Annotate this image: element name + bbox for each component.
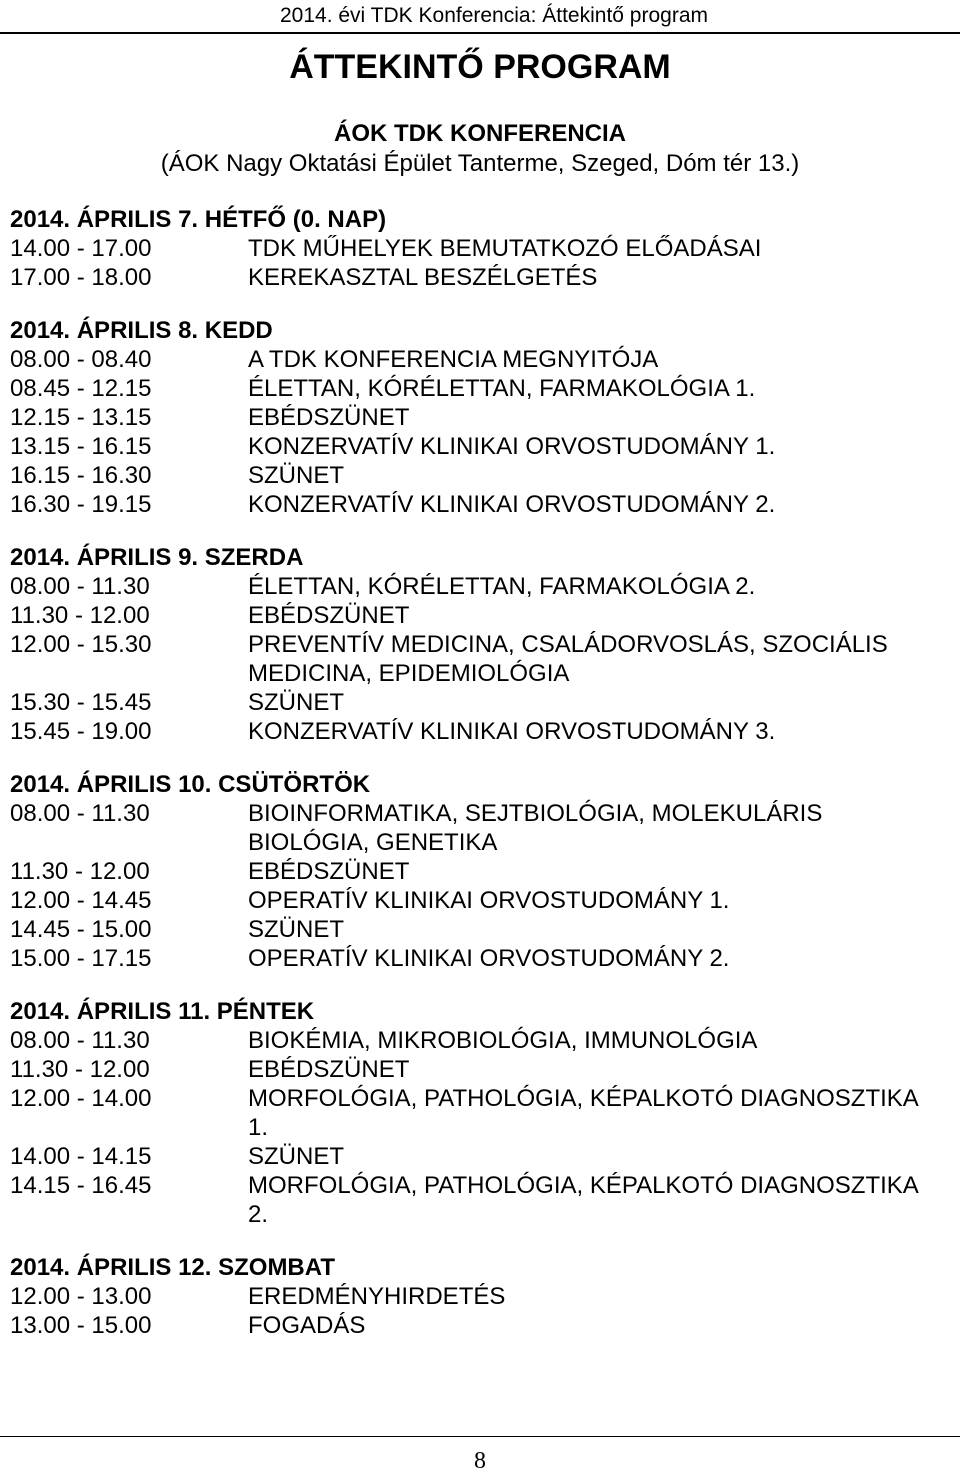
event-name: MORFOLÓGIA, PATHOLÓGIA, KÉPALKOTÓ DIAGNOSZTIKA 2. [248,1172,918,1228]
time-slot: 14.00 - 14.15 [10,1143,152,1170]
time-slot: 16.15 - 16.30 [10,462,152,489]
schedule-row [10,915,940,944]
event-name: TDK MŰHELYEK BEMUTATKOZÓ ELŐADÁSAI [248,235,762,262]
event-name: EBÉDSZÜNET [248,602,410,629]
schedule-row [10,1084,940,1142]
event-name: ÉLETTAN, KÓRÉLETTAN, FARMAKOLÓGIA 1. [248,375,756,402]
schedule-row [10,345,940,374]
schedule-row [10,374,940,403]
time-slot: 08.45 - 12.15 [10,375,152,402]
time-slot: 14.00 - 17.00 [10,235,152,262]
time-slot: 08.00 - 08.40 [10,346,152,373]
time-slot: 12.00 - 15.30 [10,631,152,658]
time-slot: 08.00 - 11.30 [10,800,150,827]
page-title: ÁTTEKINTŐ PROGRAM [289,48,671,86]
event-name: SZÜNET [248,1143,344,1170]
schedule-row [10,857,940,886]
time-slot: 12.00 - 14.00 [10,1085,152,1112]
event-name: KONZERVATÍV KLINIKAI ORVOSTUDOMÁNY 3. [248,718,776,745]
schedule-row [10,601,940,630]
event-name: KEREKASZTAL BESZÉLGETÉS [248,264,598,291]
schedule-row [10,1282,940,1311]
time-slot: 14.45 - 15.00 [10,916,152,943]
event-name: OPERATÍV KLINIKAI ORVOSTUDOMÁNY 2. [248,945,730,972]
event-name: A TDK KONFERENCIA MEGNYITÓJA [248,346,659,373]
schedule-row [10,886,940,915]
day-section [10,1253,940,1340]
event-name: BIOINFORMATIKA, SEJTBIOLÓGIA, MOLEKULÁRIS BIOLÓGIA, GENETIKA [248,800,823,856]
day-title: 2014. ÁPRILIS 8. KEDD [10,317,273,344]
event-name: BIOKÉMIA, MIKROBIOLÓGIA, IMMUNOLÓGIA [248,1027,758,1054]
time-slot: 13.15 - 16.15 [10,433,152,460]
schedule-row [10,1171,940,1229]
schedule-row [10,630,940,688]
event-name: OPERATÍV KLINIKAI ORVOSTUDOMÁNY 1. [248,887,730,914]
day-title: 2014. ÁPRILIS 9. SZERDA [10,544,304,571]
schedule-row [10,1026,940,1055]
day-section [10,543,940,746]
schedule-row [10,432,940,461]
schedule-row [10,572,940,601]
time-slot: 11.30 - 12.00 [10,858,150,885]
event-name: MORFOLÓGIA, PATHOLÓGIA, KÉPALKOTÓ DIAGNOSZTIKA 1. [248,1085,918,1141]
schedule-row [10,403,940,432]
event-name: EBÉDSZÜNET [248,404,410,431]
time-slot: 12.00 - 14.45 [10,887,152,914]
day-title: 2014. ÁPRILIS 11. PÉNTEK [10,998,315,1025]
day-title: 2014. ÁPRILIS 7. HÉTFŐ (0. NAP) [10,206,387,233]
time-slot: 15.00 - 17.15 [10,945,152,972]
day-title: 2014. ÁPRILIS 10. CSÜTÖRTÖK [10,771,371,798]
event-name: KONZERVATÍV KLINIKAI ORVOSTUDOMÁNY 1. [248,433,776,460]
schedule-row [10,1055,940,1084]
schedule-row [10,263,940,292]
day-title: 2014. ÁPRILIS 12. SZOMBAT [10,1254,335,1281]
time-slot: 08.00 - 11.30 [10,573,150,600]
event-name: PREVENTÍV MEDICINA, CSALÁDORVOSLÁS, SZOCIÁLIS MEDICINA, EPIDEMIOLÓGIA [248,631,888,687]
day-section [10,997,940,1229]
time-slot: 08.00 - 11.30 [10,1027,150,1054]
time-slot: 15.45 - 19.00 [10,718,152,745]
day-section [10,205,940,292]
event-name: EBÉDSZÜNET [248,1056,410,1083]
event-name: KONZERVATÍV KLINIKAI ORVOSTUDOMÁNY 2. [248,491,776,518]
conference-name: ÁOK TDK KONFERENCIA [334,120,626,147]
running-header-title: 2014. évi TDK Konferencia: Áttekintő program [279,4,708,27]
event-name: SZÜNET [248,916,344,943]
running-header [0,0,960,34]
page-number: 8 [474,1448,486,1474]
time-slot: 12.15 - 13.15 [10,404,152,431]
event-name: ÉLETTAN, KÓRÉLETTAN, FARMAKOLÓGIA 2. [248,573,756,600]
schedule-row [10,461,940,490]
footer-divider [0,1436,960,1437]
time-slot: 15.30 - 15.45 [10,689,152,716]
event-name: FOGADÁS [248,1312,366,1339]
schedule-row [10,944,940,973]
program-schedule [10,205,940,1364]
schedule-row [10,688,940,717]
schedule-row [10,1142,940,1171]
day-section [10,770,940,973]
time-slot: 11.30 - 12.00 [10,602,150,629]
time-slot: 16.30 - 19.15 [10,491,152,518]
event-name: EREDMÉNYHIRDETÉS [248,1283,506,1310]
time-slot: 13.00 - 15.00 [10,1312,152,1339]
event-name: EBÉDSZÜNET [248,858,410,885]
time-slot: 14.15 - 16.45 [10,1172,152,1199]
time-slot: 12.00 - 13.00 [10,1283,152,1310]
time-slot: 17.00 - 18.00 [10,264,152,291]
schedule-row [10,490,940,519]
schedule-row [10,1311,940,1340]
conference-location: (ÁOK Nagy Oktatási Épület Tanterme, Szeged, Dóm tér 13.) [160,150,800,177]
schedule-row [10,234,940,263]
schedule-row [10,799,940,857]
event-name: SZÜNET [248,689,344,716]
event-name: SZÜNET [248,462,344,489]
day-section [10,316,940,519]
schedule-row [10,717,940,746]
time-slot: 11.30 - 12.00 [10,1056,150,1083]
